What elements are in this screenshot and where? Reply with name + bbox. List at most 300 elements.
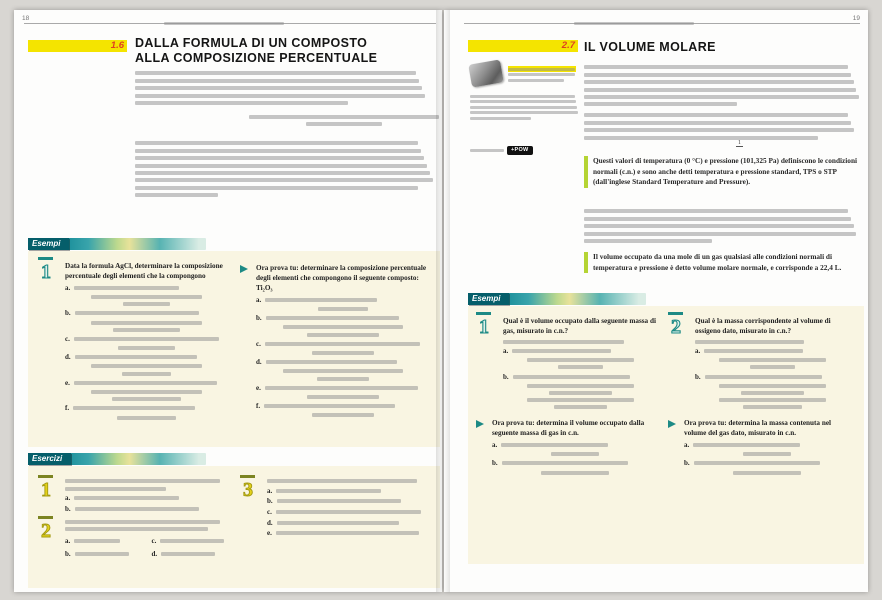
exercise-3-stem-blur [267, 479, 430, 483]
equation-blur [256, 413, 430, 417]
blurred-text-line [276, 510, 421, 514]
blurred-text-line [513, 375, 631, 379]
exercise-item [65, 404, 228, 412]
exercise-item [695, 347, 850, 355]
item-text-blur [73, 406, 228, 410]
blurred-text-line [135, 193, 218, 197]
item-letter: a. [256, 295, 262, 304]
blurred-text-line [558, 365, 603, 369]
examples-banner-label: Esempi [468, 293, 509, 305]
example-2 [668, 316, 850, 409]
item-letter: c. [65, 334, 70, 343]
margin-photo [468, 59, 504, 87]
equation-blur [256, 351, 430, 355]
exercise-item [492, 441, 658, 449]
blurred-text-line [741, 391, 805, 395]
blurred-text-line [65, 487, 166, 491]
exercise-number: 2 [41, 519, 51, 542]
blurred-text-line [266, 316, 399, 320]
blurred-text-line [112, 397, 180, 401]
examples-box [468, 306, 864, 564]
try-it-block-1 [476, 418, 658, 474]
blurred-text-line [318, 307, 368, 311]
examples-box [28, 251, 440, 447]
margin-note [468, 62, 580, 162]
blurred-text-line [549, 391, 613, 395]
blurred-text-line [508, 73, 575, 76]
exercise-item [65, 494, 228, 502]
number-band [38, 475, 53, 478]
fraction-numerator: 1 [738, 140, 741, 146]
blurred-text-line [118, 346, 176, 350]
exercise-2 [38, 520, 228, 561]
blurred-text-line [719, 358, 825, 362]
blurred-text-line [554, 405, 608, 409]
exercise-item [256, 402, 430, 410]
equation-blur [65, 295, 228, 306]
number-band [38, 516, 53, 519]
note-1-text: Questi valori di temperatura (0 °C) e pressione (101,325 Pa) definiscono le condizioni normali (c.n.) e sono anche detti temperatura e pressione standard, TPS o STP (dall'inglese Standard Temperature and Pressure). [593, 156, 858, 187]
blurred-text-line [266, 360, 397, 364]
blurred-text-line [584, 95, 859, 99]
heading-line-1: DALLA FORMULA DI UN COMPOSTO [135, 36, 368, 50]
right-page [444, 10, 868, 592]
item-letter: b. [65, 504, 71, 513]
blurred-text-line [503, 340, 624, 344]
item-letter: b. [65, 309, 71, 318]
blurred-text-line [584, 80, 854, 84]
margin-caption-blur [470, 92, 580, 123]
blurred-text-line [276, 489, 381, 493]
blurred-text-line [470, 106, 577, 109]
blurred-text-line [501, 443, 608, 447]
equation-blur [256, 307, 430, 311]
blurred-text-line [470, 117, 531, 120]
blurred-text-line [719, 384, 825, 388]
blurred-text-line [508, 79, 564, 82]
item-letter: d. [256, 358, 262, 367]
item-letter: d. [151, 550, 158, 559]
blurred-text-line [584, 88, 856, 92]
blurred-text-line [135, 94, 425, 98]
margin-badge-row [470, 146, 580, 155]
inline-fraction [736, 140, 743, 147]
note-green-bar [584, 156, 588, 188]
item-text-blur [277, 521, 430, 525]
examples-banner [28, 238, 206, 250]
example-1-items [65, 284, 228, 420]
exercise-number: 3 [243, 479, 253, 502]
item-letter: c. [256, 339, 261, 348]
item-letter: b. [256, 314, 262, 323]
blurred-text-line [743, 452, 791, 456]
blurred-text-line [65, 479, 220, 483]
blurred-text-line [312, 351, 373, 355]
item-letter: e. [65, 378, 70, 387]
blurred-text-line [75, 311, 199, 315]
heading-line-2: ALLA COMPOSIZIONE PERCENTUALE [135, 50, 378, 65]
section-highlight-bar [468, 40, 578, 52]
blurred-text-line [74, 381, 217, 385]
blurred-text-line [74, 286, 179, 290]
example-2-items [695, 347, 850, 395]
equation-blur [65, 364, 228, 375]
equation-blur [695, 384, 850, 395]
blurred-text-line [306, 122, 382, 126]
item-letter: b. [695, 372, 701, 381]
item-letter: b. [492, 459, 498, 468]
intro-paragraph-blur [135, 68, 431, 108]
blurred-text-line [584, 217, 851, 221]
blurred-text-line [584, 136, 818, 140]
blurred-text-line [694, 461, 821, 465]
exercise-item [256, 314, 430, 322]
blurred-text-line [704, 349, 803, 353]
blurred-text-line [91, 364, 203, 368]
equation-blur [65, 416, 228, 420]
blurred-text-line [73, 406, 195, 410]
exercise-3-items [267, 487, 430, 537]
item-letter: a. [65, 537, 71, 546]
item-text-blur [276, 510, 430, 514]
exercise-item [65, 309, 228, 317]
exercise-item [503, 373, 658, 381]
item-letter: c. [151, 537, 157, 546]
item-text-blur [512, 349, 658, 353]
item-text-blur [74, 539, 141, 543]
example-1-column [38, 261, 228, 427]
item-letter: a. [684, 441, 690, 449]
exercise-item [152, 537, 229, 545]
heading-line-1: IL VOLUME MOLARE [584, 40, 716, 54]
blurred-text-line [277, 499, 401, 503]
blurred-text-line [584, 121, 851, 125]
example-2-stem: Ora prova tu: determinare la composizione percentuale degli elementi che compongono il seguente composto: Ti₂O₃ [256, 264, 427, 293]
blurred-text-line [276, 531, 419, 535]
body-paragraph-blur-2 [584, 110, 862, 143]
exercise-item [492, 459, 658, 467]
exercise-1-items [65, 494, 228, 513]
item-letter: e. [256, 383, 261, 392]
exercises-box [28, 466, 440, 588]
item-text-blur [161, 552, 228, 556]
blurred-text-line [75, 552, 129, 556]
item-letter: b. [684, 459, 690, 468]
example-1-stem: Qual è il volume occupato dalla seguente massa di gas, misurato in c.n.? [503, 317, 656, 336]
blurred-text-line [527, 358, 633, 362]
blurred-text-line [750, 365, 795, 369]
try-1-items [492, 441, 658, 475]
item-text-blur [266, 360, 430, 364]
example-2-column [668, 316, 850, 478]
equation-blur [492, 452, 658, 456]
item-letter: f. [256, 402, 261, 411]
blurred-text-line [312, 413, 375, 417]
blurred-text-line [584, 113, 848, 117]
blurred-text-line [265, 342, 420, 346]
blurred-text-line [135, 149, 421, 153]
exercise-item [684, 441, 850, 449]
item-text-blur [74, 381, 228, 385]
exercise-item [503, 347, 658, 355]
blurred-text-line [508, 68, 575, 71]
blurred-text-line [695, 340, 804, 344]
blurred-text-line [470, 95, 575, 98]
item-text-blur [277, 499, 430, 503]
margin-caption-tail-blur [470, 146, 504, 154]
item-text-blur [160, 539, 228, 543]
try-1-stem: Ora prova tu: determina il volume occupato dalla seguente massa di gas in c.n. [492, 419, 645, 438]
item-text-blur [705, 375, 850, 379]
blurred-text-line [65, 527, 208, 531]
exercise-item [267, 497, 430, 505]
section-number: 1.6 [110, 40, 124, 51]
item-text-blur [74, 496, 228, 500]
item-text-blur [276, 531, 430, 535]
try-it-arrow-icon [476, 420, 484, 428]
section-heading [584, 40, 716, 55]
item-text-blur [266, 316, 430, 320]
exercise-item [65, 550, 142, 558]
blurred-text-line [91, 321, 203, 325]
blurred-text-line [135, 186, 418, 190]
example-2-items [256, 296, 430, 417]
equation-blur [695, 358, 850, 369]
blurred-text-line [733, 471, 801, 475]
blurred-text-line [512, 349, 611, 353]
page-spine-shadow [436, 10, 450, 592]
item-text-blur [75, 311, 228, 315]
page-number: 18 [22, 15, 30, 22]
equation-blur [256, 395, 430, 399]
definition-note-2 [584, 252, 864, 273]
section-highlight-bar [28, 40, 127, 52]
item-letter: b. [267, 497, 273, 506]
blurred-text-line [164, 22, 284, 25]
blurred-text-line [135, 171, 430, 175]
blurred-text-line [135, 156, 424, 160]
example-1 [476, 316, 658, 409]
blurred-text-line [249, 115, 439, 119]
blurred-text-line [527, 384, 633, 388]
exercise-item [65, 353, 228, 361]
blurred-text-line [135, 101, 348, 105]
blurred-text-line [307, 333, 378, 337]
blurred-text-line [265, 298, 377, 302]
exercise-1-stem-blur [65, 479, 228, 490]
example-1-result-blur [503, 398, 658, 409]
blurred-text-line [551, 452, 599, 456]
blurred-text-line [574, 22, 694, 25]
item-text-blur [694, 461, 850, 465]
section-number: 2.7 [561, 40, 575, 51]
example-1-work-blur [503, 340, 658, 344]
blurred-text-line [160, 539, 224, 543]
equation-blur [256, 369, 430, 380]
blurred-text-line [317, 377, 368, 381]
blurred-text-line [91, 295, 203, 299]
exercise-item [65, 379, 228, 387]
example-number: 1 [41, 261, 51, 283]
equation-blur [684, 471, 850, 475]
blurred-text-line [719, 398, 825, 402]
blurred-text-line [277, 521, 400, 525]
number-band [476, 312, 491, 315]
item-letter: b. [503, 372, 509, 381]
item-text-blur [75, 552, 142, 556]
blurred-text-line [584, 65, 848, 69]
item-text-blur [75, 355, 228, 359]
resource-badge: +POW [507, 146, 533, 155]
left-page [14, 10, 442, 592]
try-2-items [684, 441, 850, 475]
exercise-item [256, 358, 430, 366]
blurred-text-line [584, 209, 848, 213]
body-paragraph-blur-1 [584, 62, 862, 110]
item-letter: a. [65, 494, 71, 503]
number-band [240, 475, 255, 478]
example-2-result-blur [695, 398, 850, 409]
exercise-item [65, 284, 228, 292]
exercise-item [267, 519, 430, 527]
item-text-blur [74, 337, 228, 341]
definition-note-1 [584, 156, 864, 188]
blurred-text-line [91, 390, 203, 394]
exercise-number: 1 [41, 479, 51, 502]
body-paragraph-blur [135, 138, 433, 201]
exercise-item [65, 537, 142, 545]
item-letter: e. [267, 529, 272, 538]
example-2-work-blur [695, 340, 850, 344]
exercise-item [256, 340, 430, 348]
item-text-blur [265, 386, 430, 390]
exercise-item [267, 487, 430, 495]
exercise-item [256, 296, 430, 304]
blurred-text-line [135, 71, 416, 75]
exercise-item [65, 335, 228, 343]
item-text-blur [265, 342, 430, 346]
blurred-text-line [75, 355, 198, 359]
exercise-2-items [65, 535, 228, 561]
exercises-column-1 [38, 476, 228, 568]
item-text-blur [265, 298, 430, 302]
item-text-blur [501, 443, 658, 447]
example-number: 1 [479, 316, 489, 338]
examples-banner-label: Esempi [28, 238, 69, 250]
blurred-text-line [75, 507, 199, 511]
item-text-blur [264, 404, 430, 408]
item-letter: b. [65, 550, 71, 559]
blurred-text-line [117, 416, 176, 420]
blurred-text-line [135, 141, 418, 145]
body-paragraph-blur-3 [584, 206, 862, 246]
try-it-block-2 [668, 418, 850, 474]
item-letter: a. [492, 441, 498, 449]
blurred-text-line [693, 443, 800, 447]
exercises-banner [28, 453, 206, 465]
blurred-text-line [470, 111, 578, 114]
equation-blur [684, 452, 850, 456]
blurred-text-line [584, 224, 854, 228]
example-1-items [503, 347, 658, 395]
running-header-blur [574, 19, 694, 27]
blurred-text-line [161, 552, 214, 556]
blurred-text-line [584, 73, 851, 77]
item-letter: d. [267, 518, 273, 527]
section-heading [135, 36, 377, 66]
example-1-stem: Data la formula AgCl, determinare la composizione percentuale degli elementi che la compongono [65, 262, 223, 281]
blurred-text-line [705, 375, 823, 379]
note-2-text: Il volume occupato da una mole di un gas qualsiasi alle condizioni normali di temperatura e pressione è detto volume molare normale, e corrisponde a 22,4 L. [593, 252, 842, 272]
item-text-blur [513, 375, 658, 379]
blurred-text-line [584, 232, 856, 236]
blurred-text-line [74, 539, 120, 543]
blurred-text-line [743, 405, 801, 409]
example-2-stem: Qual è la massa corrispondente al volume di ossigeno dato, misurato in c.n.? [695, 317, 831, 336]
blurred-text-line [74, 337, 219, 341]
item-letter: a. [503, 346, 509, 355]
exercise-item [65, 505, 228, 513]
blurred-text-line [470, 100, 576, 103]
blurred-text-line [283, 369, 402, 373]
try-it-block [240, 263, 430, 417]
number-band [668, 312, 683, 315]
blurred-text-line [74, 496, 179, 500]
exercise-item [684, 459, 850, 467]
equation-blur [65, 346, 228, 350]
example-1 [38, 261, 228, 420]
try-it-arrow-icon [240, 265, 248, 273]
exercise-item [267, 529, 430, 537]
blurred-text-line [584, 102, 737, 106]
example-1-column [476, 316, 658, 478]
try-it-arrow-icon [668, 420, 676, 428]
equation-blur [65, 390, 228, 401]
exercises-column-2 [240, 476, 430, 544]
blurred-text-line [541, 471, 609, 475]
item-letter: a. [267, 486, 273, 495]
item-letter: a. [695, 346, 701, 355]
blurred-text-line [267, 479, 417, 483]
equation-blur [503, 358, 658, 369]
blurred-text-line [113, 328, 180, 332]
blurred-text-line [123, 302, 170, 306]
item-letter: c. [267, 507, 272, 516]
examples-banner [468, 293, 646, 305]
note-green-bar [584, 252, 588, 273]
item-text-blur [75, 507, 228, 511]
example-2-column [240, 261, 430, 420]
exercise-item [695, 373, 850, 381]
item-letter: a. [65, 283, 71, 292]
exercise-2-stem-blur [65, 520, 228, 531]
blurred-text-line [135, 79, 419, 83]
item-letter: d. [65, 353, 71, 362]
example-number: 2 [671, 316, 681, 338]
blurred-text-line [527, 398, 633, 402]
exercise-item [256, 384, 430, 392]
equation-blur [65, 321, 228, 332]
exercise-item [267, 508, 430, 516]
item-text-blur [502, 461, 658, 465]
blurred-text-line [307, 395, 380, 399]
exercises-banner-label: Esercizi [28, 453, 71, 465]
equation-blur [503, 384, 658, 395]
blurred-text-line [135, 164, 427, 168]
item-letter: f. [65, 404, 70, 413]
running-header-blur [164, 19, 284, 27]
margin-caption-blur-top [508, 65, 578, 84]
